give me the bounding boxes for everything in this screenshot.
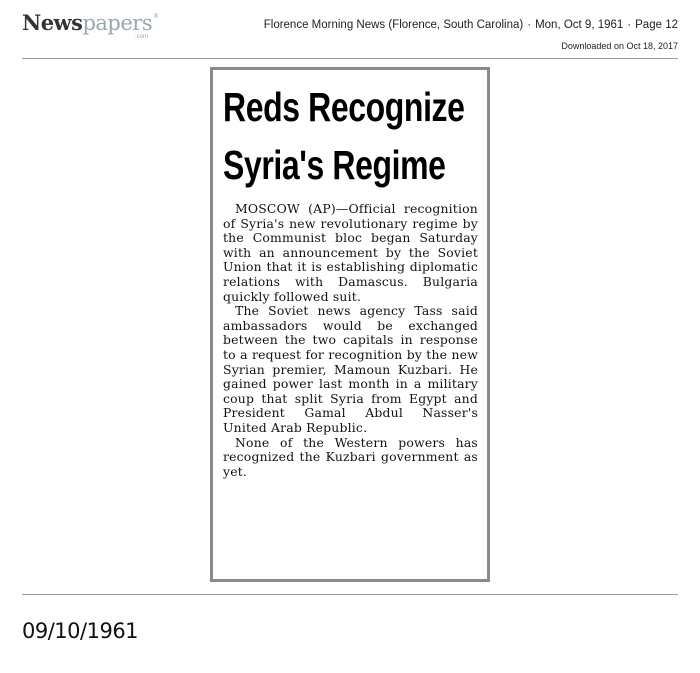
logo-trademark: ® [153,13,160,20]
newspaper-clipping [210,67,490,582]
article-headline [223,78,465,194]
separator: · [527,19,532,31]
logo-domain-suffix: .com [135,34,149,40]
article-paragraph: The Soviet news agency Tass said ambassadors would be exchanged between the two capitals in response to a request for recognition by the new Syrian premier, Mamoun Kuzbari. He gained power last month in a military coup that split Syria from Egypt and President Gamal Abdul Nasser's United Arab Republic. [223,303,478,435]
article-body [223,202,478,479]
logo-text-news: News [22,10,83,35]
publication-date: Mon, Oct 9, 1961 [535,19,624,31]
headline-line-1: Reds Recognize [223,84,465,130]
download-date: Downloaded on Oct 18, 2017 [561,41,678,51]
separator: · [627,19,632,31]
clipping-date-label: 09/10/1961 [22,619,139,643]
newspapers-logo[interactable] [22,10,160,40]
page-number: Page 12 [635,19,678,31]
headline-line-2: Syria's Regime [223,142,446,188]
article-paragraph: MOSCOW (AP)—Official recognition of Syria's new revolutionary regime by the Communist bloc began Saturday with an announcement by the Soviet Union that it is establishing diplomatic relations with Damascus. Bulgaria quickly followed suit. [223,201,478,304]
footer-divider [22,594,678,595]
article-paragraph: None of the Western powers has recognized the Kuzbari government as yet. [223,434,478,479]
publication-name: Florence Morning News (Florence, South Carolina) [263,19,524,31]
header-divider [22,58,678,59]
logo-text-papers: papers [82,11,153,35]
publication-info [264,19,678,31]
